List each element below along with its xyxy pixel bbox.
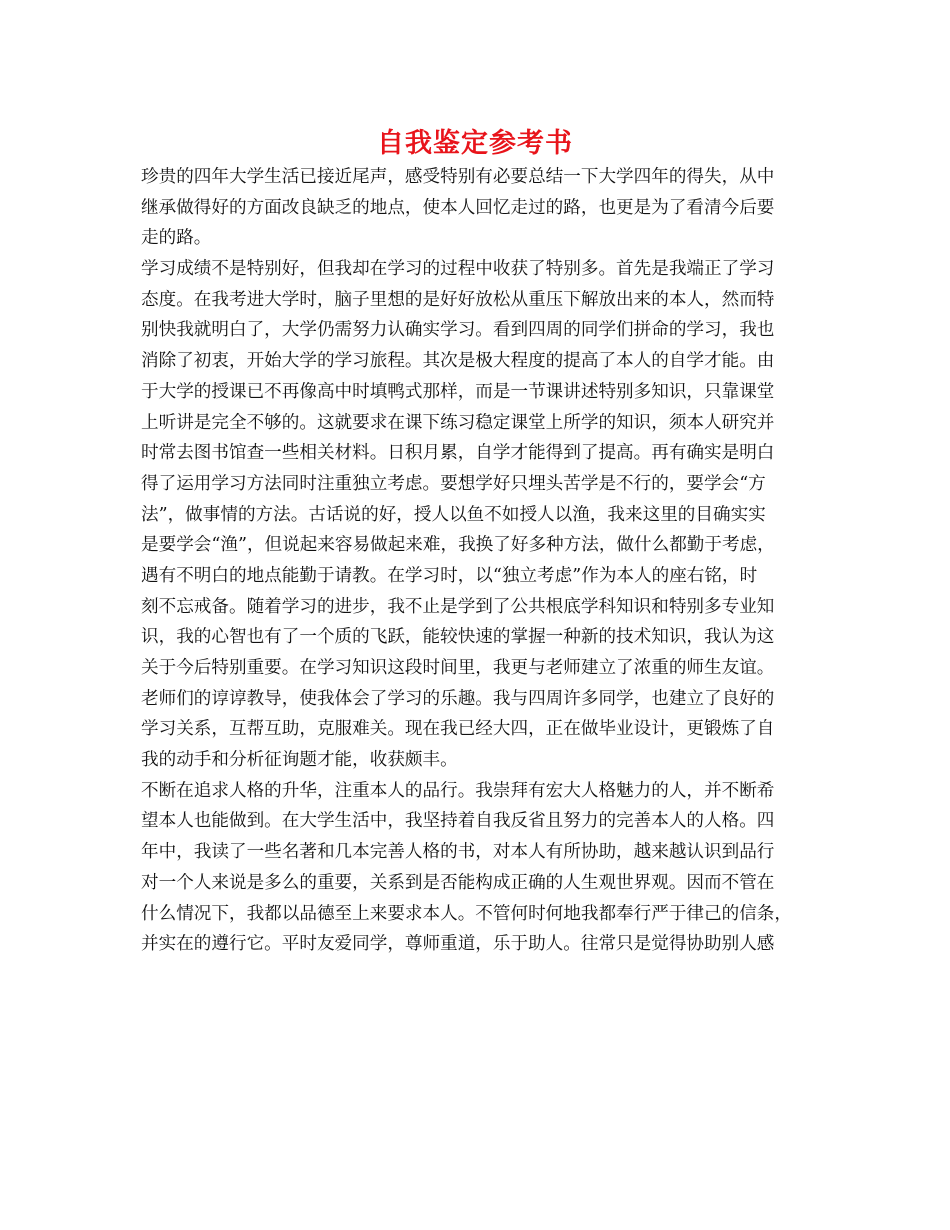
text-line: 于大学的授课已不再像高中时填鸭式那样，而是一节课讲述特别多知识，只靠课堂 xyxy=(141,381,775,402)
text-line: 望本人也能做到。在大学生活中，我坚持着自我反省且努力的完善本人的人格。四 xyxy=(141,811,775,832)
text-line: 不断在追求人格的升华，注重本人的品行。我崇拜有宏大人格魅力的人，并不断希 xyxy=(141,780,775,801)
document-title: 自我鉴定参考书 xyxy=(377,128,573,159)
text-line: 学习成绩不是特别好，但我却在学习的过程中收获了特别多。首先是我端正了学习 xyxy=(141,259,775,280)
text-line: 上听讲是完全不够的。这就要求在课下练习稳定课堂上所学的知识，须本人研究并 xyxy=(141,412,775,433)
text-line: 态度。在我考进大学时，脑子里想的是好好放松从重压下解放出来的本人，然而特 xyxy=(141,289,775,310)
text-line: 年中，我读了一些名著和几本完善人格的书，对本人有所协助，越来越认识到品行 xyxy=(141,842,775,863)
text-line: 继承做得好的方面改良缺乏的地点，使本人回忆走过的路，也更是为了看清今后要 xyxy=(141,197,775,218)
text-line: 别快我就明白了，大学仍需努力认确实学习。看到四周的同学们拼命的学习，我也 xyxy=(141,320,775,341)
text-line: 识，我的心智也有了一个质的飞跃，能较快速的掌握一种新的技术知识，我认为这 xyxy=(141,627,775,648)
text-line: 学习关系，互帮互助，克服难关。现在我已经大四，正在做毕业设计，更锻炼了自 xyxy=(141,719,775,740)
text-line: 遇有不明白的地点能勤于请教。在学习时，以“独立考虑”作为本人的座右铭，时 xyxy=(141,565,758,586)
text-line: 并实在的遵行它。平时友爱同学，尊师重道，乐于助人。往常只是觉得协助别人感 xyxy=(141,934,775,955)
text-line: 刻不忘戒备。随着学习的进步，我不止是学到了公共根底学科知识和特别多专业知 xyxy=(141,596,775,617)
text-line: 老师们的谆谆教导，使我体会了学习的乐趣。我与四周许多同学，也建立了良好的 xyxy=(141,688,775,709)
text-line: 消除了初衷，开始大学的学习旅程。其次是极大程度的提高了本人的自学才能。由 xyxy=(141,351,775,372)
text-line: 是要学会“渔”，但说起来容易做起来难，我换了好多种方法，做什么都勤于考虑， xyxy=(141,535,775,556)
text-line: 珍贵的四年大学生活已接近尾声，感受特别有必要总结一下大学四年的得失，从中 xyxy=(141,167,775,187)
text-line: 得了运用学习方法同时注重独立考虑。要想学好只埋头苦学是不行的，要学会“方 xyxy=(141,473,766,494)
text-line: 什么情况下，我都以品德至上来要求本人。不管何时何地我都奉行严于律己的信条， xyxy=(141,903,792,924)
document-body xyxy=(141,162,831,960)
text-line: 对一个人来说是多么的重要，关系到是否能构成正确的人生观世界观。因而不管在 xyxy=(141,872,775,893)
text-line: 法”，做事情的方法。古话说的好，授人以鱼不如授人以渔，我来这里的目确实实 xyxy=(141,504,766,525)
text-line: 我的动手和分析征询题才能，收获颇丰。 xyxy=(141,750,458,771)
text-line: 走的路。 xyxy=(141,228,212,249)
text-line: 时常去图书馆查一些相关材料。日积月累，自学才能得到了提高。再有确实是明白 xyxy=(141,443,775,464)
text-line: 关于今后特别重要。在学习知识这段时间里，我更与老师建立了浓重的师生友谊。 xyxy=(141,658,775,678)
